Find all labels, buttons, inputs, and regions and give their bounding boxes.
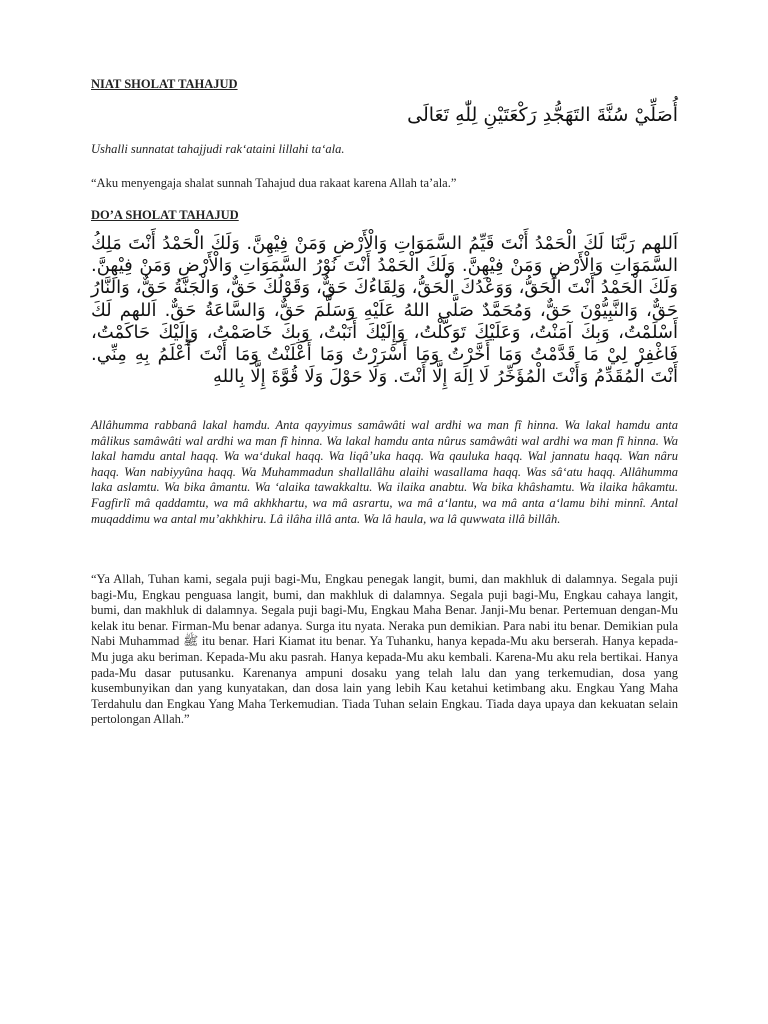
niat-heading: NIAT SHOLAT TAHAJUD (91, 77, 238, 91)
doa-heading: DO’A SHOLAT TAHAJUD (91, 208, 239, 222)
niat-transliteration: Ushalli sunnatat tahajjudi rak‘ataini lillahi ta‘ala. (91, 142, 345, 156)
doa-translation: “Ya Allah, Tuhan kami, segala puji bagi-Mu, Engkau penegak langit, bumi, dan makhluk di dalamnya. Segala puji bagi-Mu, Engkau penguasa langit, bumi, dan makhluk di dalamnya. Segala puji bagi-Mu, Engkau cahaya langit, bumi, dan makhluk di dalamnya. Segala puji bagi-Mu, Engkau Maha Benar. Janji-Mu benar. Pertemuan dengan-Mu kelak itu benar. Firman-Mu benar adanya. Surga itu nyata. Neraka pun demikian. Para nabi itu benar. Demikian pula Nabi Muhammad ﷺ itu benar. Hari Kiamat itu benar. Ya Tuhanku, hanya kepada-Mu aku berserah. Hanya kepada-Mu juga aku beriman. Kepada-Mu aku pasrah. Hanya kepada-Mu aku kembali. Karena-Mu aku rela bertikai. Hanya pada-Mu dasar putusanku. Karenanya ampuni dosaku yang telah lalu dan yang terkemudian, dosa yang kusembunyikan dan yang kunyatakan, dan dosa lain yang lebih Kau ketahui ketimbang aku. Engkau Yang Maha Terdahulu dan Engkau Yang Maha Terkemudian. Tiada Tuhan selain Engkau. Tiada daya upaya dan kekuatan selain pertolongan Allah.” (91, 572, 678, 727)
niat-translation: “Aku menyengaja shalat sunnah Tahajud dua rakaat karena Allah ta’ala.” (91, 176, 457, 190)
doa-arabic-text: اَللهم رَبَّنَا لَكَ الْحَمْدُ أَنْتَ قَيِّمُ السَّمَوَاتِ وَالْأَرْضِ وَمَنْ فِيْهِنَّ. وَلَكَ الْحَمْدُ أَنْتَ مَلِكُ السَّمَوَاتِ وَالْأَرْضِ وَمَنْ فِيْهِنَّ. وَلَكَ الْحَمْدُ أَنْتَ نُوْرُ السَّمَوَاتِ وَالْأَرْضِ وَمَنْ فِيْهِنَّ. وَلَكَ الْحَمْدُ أَنْتَ الْحَقُّ، وَوَعْدُكَ الْحَقُّ، وَلِقَاءُكَ حَقٌّ، وَقَوْلُكَ حَقٌّ، وَالْجَنَّةُ حَقٌّ، وَالنَّارُ حَقٌّ، وَالنَّبِيُّوْنَ حَقٌّ، وَمُحَمَّدٌ صَلَّى اللهُ عَلَيْهِ وَسَلَّمَ حَقٌّ، وَالسَّاعَةُ حَقٌّ. اَللهم لَكَ أَسْلَمْتُ، وَبِكَ آمَنْتُ، وَعَلَيْكَ تَوَكَّلْتُ، وَإِلَيْكَ أَنَبْتُ، وَبِكَ خَاصَمْتُ، وَإِلَيْكَ حَاكَمْتُ، فَاغْفِرْ لِيْ مَا قَدَّمْتُ وَمَا أَخَّرْتُ وَمَا أَسْرَرْتُ وَمَا أَعْلَنْتُ وَمَا أَنْتَ أَعْلَمُ بِهِ مِنِّي. أَنْتَ الْمُقَدِّمُ وَأَنْتَ الْمُؤَخِّرُ لَا اِلَهَ إِلَّا أَنْتَ. وَلَا حَوْلَ وَلَا قُوَّةَ إِلَّا بِاللهِ (91, 233, 678, 388)
niat-arabic-text: أُصَلِّيْ سُنَّةَ التَهَجُّدِ رَكْعَتَيْنِ لِلّٰهِ تَعَالَى (407, 104, 678, 126)
doa-transliteration: Allâhumma rabbanâ lakal hamdu. Anta qayyimus samâwâti wal ardhi wa man fî hinna. Wa lakal hamdu anta mâlikus samâwâti wal ardhi wa man fî hinna. Wa lakal hamdu anta nûrus samâwâti wal ardhi wa man fî hinna. Wa lakal hamdu antal haqq. Wa wa‘dukal haqq. Wa liqâ’uka haqq. Wa qauluka haqq. Wal jannatu haqq. Wan nâru haqq. Wan nabiyyûna haqq. Wa Muhammadun shallallâhu alaihi wasallama haqq. Was sâ‘atu haqq. Allâhumma laka aslamtu. Wa bika âmantu. Wa ‘alaika tawakkaltu. Wa ilaika anabtu. Wa bika khâshamtu. Wa ilaika hâkamtu. Fagfirlî mâ qaddamtu, wa mâ akhkhartu, wa mâ asrartu, wa mâ a‘lantu, wa mâ anta a‘lamu bihi minnî. Antal muqaddimu wa antal mu’akhkhiru. Lâ ilâha illâ anta. Wa lâ haula, wa lâ quwwata illâ billâh. (91, 418, 678, 526)
